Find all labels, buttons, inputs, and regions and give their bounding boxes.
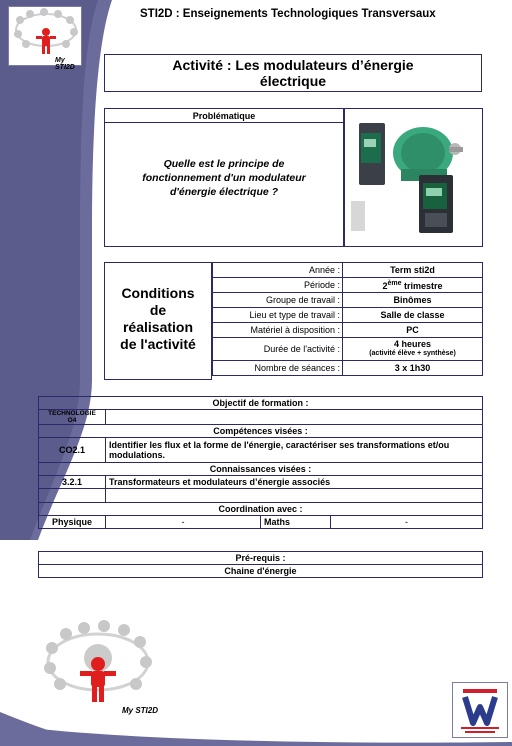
conditions-table	[212, 262, 483, 376]
prerequis-table	[38, 551, 483, 578]
condition-row-lieu	[213, 308, 483, 323]
competence-code: CO2.1	[39, 438, 106, 463]
conditions-title-line2: de	[149, 302, 167, 318]
condition-label: Durée de l'activité :	[213, 338, 343, 361]
coordination-subject-maths: Maths	[261, 516, 331, 529]
period-word: trimestre	[401, 281, 443, 291]
coordination-header: Coordination avec :	[39, 503, 483, 516]
period-suffix: ème	[387, 280, 402, 287]
tech-code-line2: O4	[67, 417, 77, 424]
objective-header: Objectif de formation :	[39, 397, 483, 410]
question-line1: Quelle est le principe de	[163, 158, 285, 170]
condition-label: Période :	[213, 278, 343, 293]
condition-label: Groupe de travail :	[213, 293, 343, 308]
modulator-devices-image	[345, 109, 482, 246]
condition-value	[343, 278, 483, 293]
condition-row-annee	[213, 263, 483, 278]
connaissances-header: Connaissances visées :	[39, 463, 483, 476]
duration-value: 4 heures	[393, 339, 432, 349]
problematique-heading: Problématique	[104, 108, 344, 122]
logo-caption-top: My STI2D	[55, 57, 75, 71]
prerequis-header: Pré-requis :	[39, 552, 483, 565]
activity-title-line1: Activité : Les modulateurs d’énergie	[172, 57, 414, 73]
problematique-question	[104, 122, 344, 247]
condition-label: Lieu et type de travail :	[213, 308, 343, 323]
conditions-title-line4: de l'activité	[120, 336, 196, 352]
coordination-value-physique: -	[106, 516, 261, 529]
conditions-title	[104, 262, 212, 380]
school-w-logo-icon	[453, 683, 507, 737]
condition-label: Nombre de séances :	[213, 361, 343, 376]
duration-note: (activité élève + synthèse)	[369, 350, 456, 357]
question-line2: fonctionnement d'un modulateur	[142, 172, 306, 184]
activity-title	[104, 54, 482, 92]
logo-caption-bottom: My STI2D	[122, 706, 159, 715]
school-logo	[452, 682, 508, 738]
condition-value	[343, 338, 483, 361]
condition-value: 3 x 1h30	[343, 361, 483, 376]
competence-text: Identifier les flux et la forme de l'énergie, caractériser ses transformations et/ou modulations.	[106, 438, 483, 463]
period-number: 2	[382, 281, 388, 291]
condition-row-periode	[213, 278, 483, 293]
coordination-subject-physique: Physique	[39, 516, 106, 529]
condition-value: Salle de classe	[343, 308, 483, 323]
coordination-value-maths: -	[331, 516, 483, 529]
competences-header: Compétences visées :	[39, 425, 483, 438]
people-circle-icon	[10, 8, 82, 58]
conditions-title-line1: Conditions	[121, 285, 195, 301]
page-header-title: STI2D : Enseignements Technologiques Transversaux	[140, 8, 436, 20]
condition-label: Année :	[213, 263, 343, 278]
condition-value: Binômes	[343, 293, 483, 308]
connaissance-text: Transformateurs et modulateurs d’énergie associés	[106, 476, 483, 489]
question-line3: d'énergie électrique ?	[169, 186, 279, 198]
objective-content	[106, 410, 483, 425]
formation-table	[38, 396, 483, 529]
people-circle-icon	[38, 618, 158, 708]
conditions-title-line3: réalisation	[122, 319, 194, 335]
condition-value: Term sti2d	[343, 263, 483, 278]
empty-cell	[106, 489, 483, 503]
activity-title-line2: électrique	[259, 73, 327, 89]
prerequis-value: Chaine d'énergie	[39, 565, 483, 578]
condition-row-groupe	[213, 293, 483, 308]
condition-row-duree	[213, 338, 483, 361]
technology-code	[39, 410, 106, 425]
connaissance-code: 3.2.1	[39, 476, 106, 489]
condition-row-materiel	[213, 323, 483, 338]
condition-label: Matériel à disposition :	[213, 323, 343, 338]
condition-row-seances	[213, 361, 483, 376]
my-sti2d-logo-bottom	[38, 618, 158, 718]
empty-cell	[39, 489, 106, 503]
condition-value: PC	[343, 323, 483, 338]
my-sti2d-logo-top	[8, 6, 82, 71]
modulator-photo	[344, 108, 483, 247]
tech-code-line1: TECHNOLOGIE	[48, 410, 96, 417]
